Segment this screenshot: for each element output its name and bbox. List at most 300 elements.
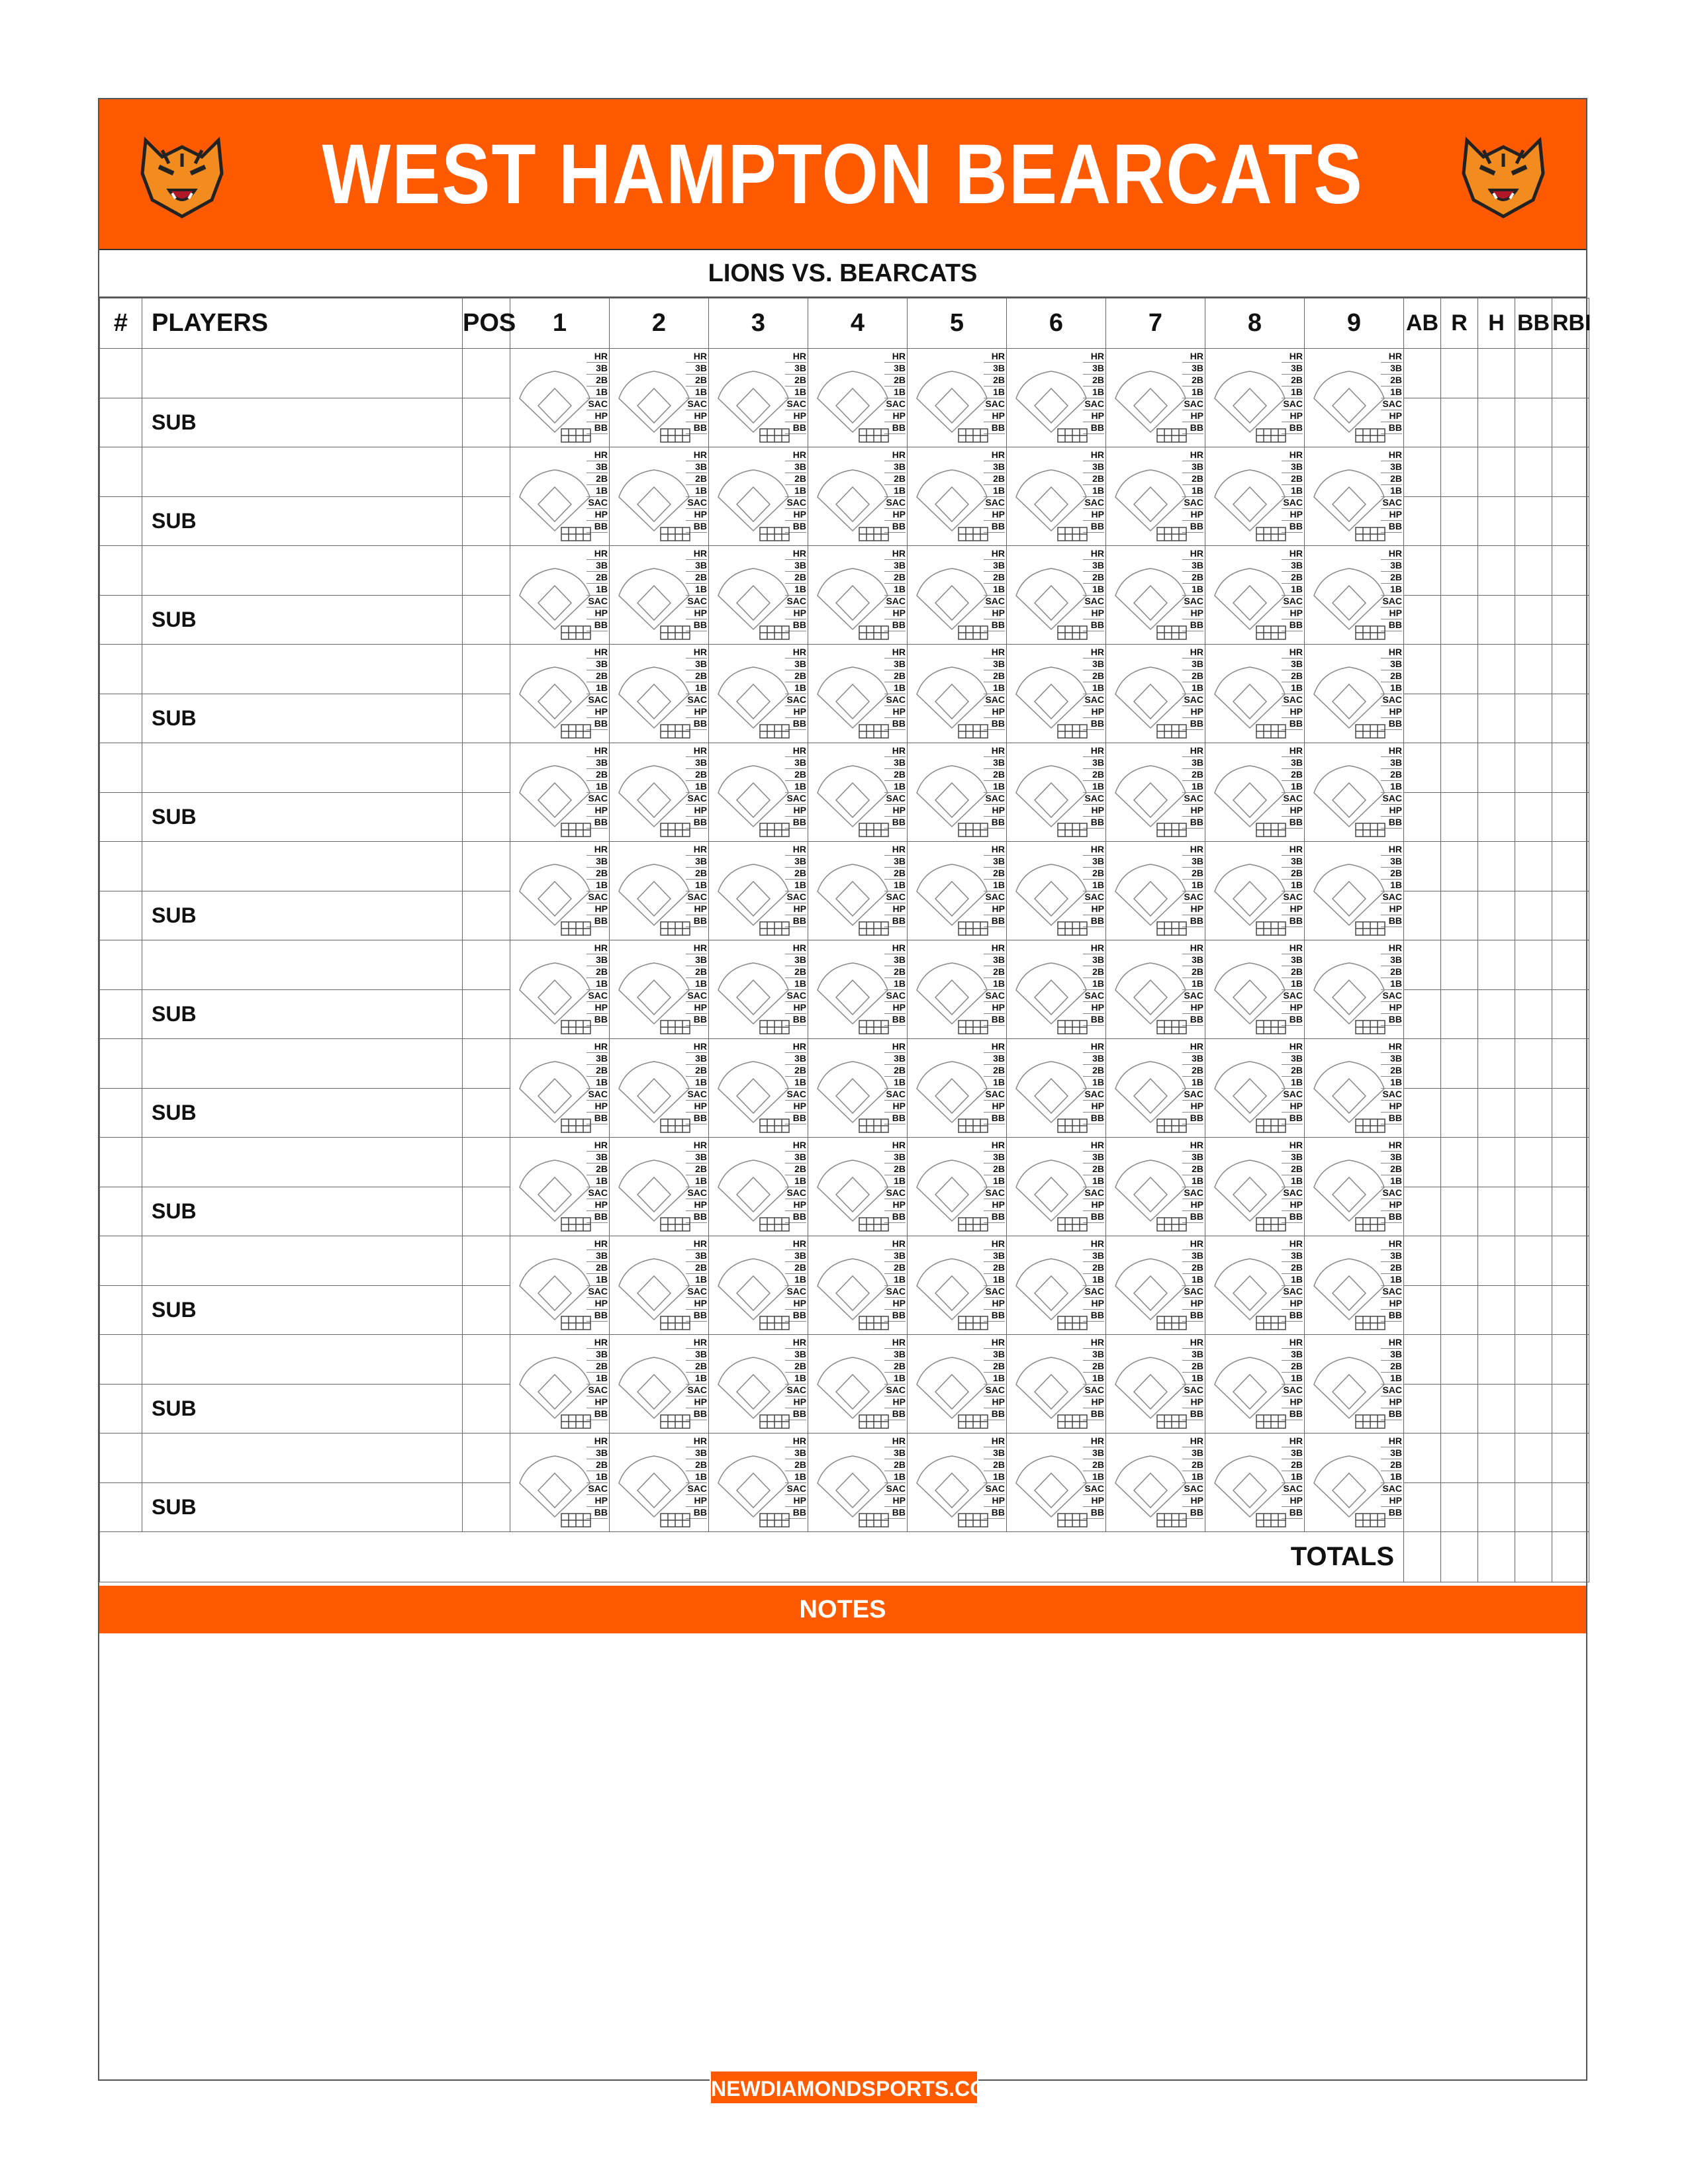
- inning-cell[interactable]: [709, 546, 808, 645]
- at-bat-box[interactable]: [1007, 1138, 1105, 1236]
- inning-cell[interactable]: [1106, 645, 1205, 743]
- inning-cell[interactable]: [1305, 940, 1404, 1039]
- inning-cell[interactable]: [610, 743, 709, 842]
- inning-cell[interactable]: [1305, 1039, 1404, 1138]
- stat-cell[interactable]: [1515, 940, 1552, 990]
- inning-cell[interactable]: [709, 645, 808, 743]
- position-cell[interactable]: [463, 447, 510, 497]
- inning-cell[interactable]: [1106, 1335, 1205, 1433]
- stat-cell[interactable]: [1515, 694, 1552, 743]
- stat-cell[interactable]: [1552, 496, 1589, 546]
- at-bat-box[interactable]: [510, 743, 609, 841]
- sub-label[interactable]: SUB: [142, 1285, 463, 1335]
- sub-number-cell[interactable]: [100, 1384, 142, 1433]
- at-bat-box[interactable]: [709, 1335, 808, 1433]
- inning-cell[interactable]: [1205, 349, 1305, 447]
- inning-cell[interactable]: [808, 1335, 908, 1433]
- inning-cell[interactable]: [1205, 1039, 1305, 1138]
- stat-cell[interactable]: [1552, 1088, 1589, 1138]
- inning-cell[interactable]: [908, 1433, 1007, 1532]
- stat-cell[interactable]: [1404, 989, 1441, 1039]
- stat-cell[interactable]: [1552, 447, 1589, 497]
- at-bat-box[interactable]: [510, 1433, 609, 1531]
- position-cell[interactable]: [463, 1335, 510, 1385]
- sub-number-cell[interactable]: [100, 1187, 142, 1236]
- stat-cell[interactable]: [1404, 1138, 1441, 1187]
- sub-position-cell[interactable]: [463, 496, 510, 546]
- inning-cell[interactable]: [610, 1236, 709, 1335]
- inning-cell[interactable]: [1106, 349, 1205, 447]
- stat-cell[interactable]: [1478, 1433, 1515, 1483]
- stat-cell[interactable]: [1441, 1482, 1478, 1532]
- inning-cell[interactable]: [709, 1236, 808, 1335]
- inning-cell[interactable]: [510, 349, 610, 447]
- player-name-cell[interactable]: [142, 1039, 463, 1089]
- stat-cell[interactable]: [1441, 349, 1478, 398]
- inning-cell[interactable]: [908, 1236, 1007, 1335]
- stat-cell[interactable]: [1552, 989, 1589, 1039]
- at-bat-box[interactable]: [908, 1039, 1006, 1137]
- at-bat-box[interactable]: [610, 842, 708, 940]
- stat-cell[interactable]: [1515, 743, 1552, 793]
- sub-number-cell[interactable]: [100, 496, 142, 546]
- stat-cell[interactable]: [1441, 989, 1478, 1039]
- stat-cell[interactable]: [1441, 743, 1478, 793]
- at-bat-box[interactable]: [1106, 447, 1205, 545]
- at-bat-box[interactable]: [709, 447, 808, 545]
- stat-cell[interactable]: [1441, 645, 1478, 694]
- at-bat-box[interactable]: [1007, 447, 1105, 545]
- at-bat-box[interactable]: [1106, 940, 1205, 1038]
- at-bat-box[interactable]: [908, 1335, 1006, 1433]
- at-bat-box[interactable]: [908, 546, 1006, 644]
- inning-cell[interactable]: [510, 1433, 610, 1532]
- at-bat-box[interactable]: [1007, 1335, 1105, 1433]
- inning-cell[interactable]: [610, 645, 709, 743]
- stat-cell[interactable]: [1515, 398, 1552, 447]
- inning-cell[interactable]: [808, 645, 908, 743]
- stat-cell[interactable]: [1478, 496, 1515, 546]
- sub-position-cell[interactable]: [463, 694, 510, 743]
- at-bat-box[interactable]: [808, 1039, 907, 1137]
- stat-cell[interactable]: [1552, 1335, 1589, 1385]
- inning-cell[interactable]: [1205, 1433, 1305, 1532]
- at-bat-box[interactable]: [1205, 349, 1304, 447]
- at-bat-box[interactable]: [1205, 940, 1304, 1038]
- at-bat-box[interactable]: [1106, 1335, 1205, 1433]
- inning-cell[interactable]: [1205, 645, 1305, 743]
- stat-cell[interactable]: [1478, 743, 1515, 793]
- stat-cell[interactable]: [1441, 1335, 1478, 1385]
- inning-cell[interactable]: [1305, 645, 1404, 743]
- at-bat-box[interactable]: [1205, 1335, 1304, 1433]
- stat-cell[interactable]: [1441, 595, 1478, 645]
- batting-number-cell[interactable]: [100, 842, 142, 891]
- stat-cell[interactable]: [1478, 1138, 1515, 1187]
- position-cell[interactable]: [463, 1236, 510, 1286]
- stat-cell[interactable]: [1552, 1433, 1589, 1483]
- stat-cell[interactable]: [1404, 1039, 1441, 1089]
- stat-cell[interactable]: [1441, 1039, 1478, 1089]
- player-name-cell[interactable]: [142, 546, 463, 596]
- at-bat-box[interactable]: [510, 842, 609, 940]
- player-name-cell[interactable]: [142, 842, 463, 891]
- position-cell[interactable]: [463, 1039, 510, 1089]
- at-bat-box[interactable]: [1305, 743, 1403, 841]
- inning-cell[interactable]: [1305, 349, 1404, 447]
- at-bat-box[interactable]: [808, 546, 907, 644]
- position-cell[interactable]: [463, 546, 510, 596]
- stat-cell[interactable]: [1404, 1088, 1441, 1138]
- sub-position-cell[interactable]: [463, 792, 510, 842]
- at-bat-box[interactable]: [610, 447, 708, 545]
- sub-position-cell[interactable]: [463, 891, 510, 940]
- stat-cell[interactable]: [1404, 1433, 1441, 1483]
- inning-cell[interactable]: [1106, 743, 1205, 842]
- stat-cell[interactable]: [1552, 1285, 1589, 1335]
- inning-cell[interactable]: [808, 1236, 908, 1335]
- at-bat-box[interactable]: [1205, 1236, 1304, 1334]
- at-bat-box[interactable]: [1305, 1335, 1403, 1433]
- at-bat-box[interactable]: [1305, 546, 1403, 644]
- inning-cell[interactable]: [908, 940, 1007, 1039]
- stat-cell[interactable]: [1478, 1187, 1515, 1236]
- player-name-cell[interactable]: [142, 349, 463, 398]
- stat-cell[interactable]: [1515, 1236, 1552, 1286]
- inning-cell[interactable]: [510, 546, 610, 645]
- inning-cell[interactable]: [908, 645, 1007, 743]
- at-bat-box[interactable]: [510, 1138, 609, 1236]
- at-bat-box[interactable]: [1007, 1039, 1105, 1137]
- inning-cell[interactable]: [1205, 546, 1305, 645]
- sub-label[interactable]: SUB: [142, 792, 463, 842]
- at-bat-box[interactable]: [709, 1039, 808, 1137]
- inning-cell[interactable]: [610, 1335, 709, 1433]
- at-bat-box[interactable]: [510, 1335, 609, 1433]
- inning-cell[interactable]: [1007, 1039, 1106, 1138]
- at-bat-box[interactable]: [1305, 447, 1403, 545]
- inning-cell[interactable]: [709, 1335, 808, 1433]
- stat-cell[interactable]: [1404, 842, 1441, 891]
- stat-cell[interactable]: [1478, 1039, 1515, 1089]
- stat-cell[interactable]: [1552, 645, 1589, 694]
- stat-cell[interactable]: [1404, 1384, 1441, 1433]
- inning-cell[interactable]: [1305, 1236, 1404, 1335]
- at-bat-box[interactable]: [808, 1138, 907, 1236]
- inning-cell[interactable]: [808, 1039, 908, 1138]
- inning-cell[interactable]: [610, 842, 709, 940]
- batting-number-cell[interactable]: [100, 349, 142, 398]
- stat-cell[interactable]: [1515, 1088, 1552, 1138]
- at-bat-box[interactable]: [610, 1335, 708, 1433]
- stat-cell[interactable]: [1552, 546, 1589, 596]
- stat-cell[interactable]: [1552, 1384, 1589, 1433]
- stat-cell[interactable]: [1441, 1285, 1478, 1335]
- sub-position-cell[interactable]: [463, 1285, 510, 1335]
- inning-cell[interactable]: [1305, 842, 1404, 940]
- total-stat-cell[interactable]: [1404, 1532, 1441, 1582]
- sub-position-cell[interactable]: [463, 1088, 510, 1138]
- sub-position-cell[interactable]: [463, 989, 510, 1039]
- stat-cell[interactable]: [1515, 1039, 1552, 1089]
- inning-cell[interactable]: [709, 1138, 808, 1236]
- position-cell[interactable]: [463, 349, 510, 398]
- sub-position-cell[interactable]: [463, 1384, 510, 1433]
- inning-cell[interactable]: [709, 940, 808, 1039]
- stat-cell[interactable]: [1478, 1236, 1515, 1286]
- stat-cell[interactable]: [1515, 546, 1552, 596]
- stat-cell[interactable]: [1404, 743, 1441, 793]
- inning-cell[interactable]: [610, 546, 709, 645]
- player-name-cell[interactable]: [142, 645, 463, 694]
- stat-cell[interactable]: [1552, 1138, 1589, 1187]
- inning-cell[interactable]: [808, 546, 908, 645]
- stat-cell[interactable]: [1404, 1236, 1441, 1286]
- stat-cell[interactable]: [1478, 694, 1515, 743]
- inning-cell[interactable]: [1106, 546, 1205, 645]
- stat-cell[interactable]: [1552, 595, 1589, 645]
- stat-cell[interactable]: [1404, 792, 1441, 842]
- stat-cell[interactable]: [1404, 349, 1441, 398]
- stat-cell[interactable]: [1404, 1285, 1441, 1335]
- stat-cell[interactable]: [1515, 792, 1552, 842]
- inning-cell[interactable]: [1007, 842, 1106, 940]
- inning-cell[interactable]: [510, 1138, 610, 1236]
- inning-cell[interactable]: [1007, 349, 1106, 447]
- at-bat-box[interactable]: [808, 743, 907, 841]
- at-bat-box[interactable]: [610, 546, 708, 644]
- batting-number-cell[interactable]: [100, 743, 142, 793]
- sub-position-cell[interactable]: [463, 1187, 510, 1236]
- at-bat-box[interactable]: [709, 940, 808, 1038]
- player-name-cell[interactable]: [142, 743, 463, 793]
- stat-cell[interactable]: [1404, 940, 1441, 990]
- position-cell[interactable]: [463, 1138, 510, 1187]
- at-bat-box[interactable]: [1205, 1039, 1304, 1137]
- at-bat-box[interactable]: [610, 1236, 708, 1334]
- stat-cell[interactable]: [1478, 1285, 1515, 1335]
- position-cell[interactable]: [463, 842, 510, 891]
- inning-cell[interactable]: [908, 546, 1007, 645]
- at-bat-box[interactable]: [709, 743, 808, 841]
- sub-position-cell[interactable]: [463, 1482, 510, 1532]
- inning-cell[interactable]: [1305, 546, 1404, 645]
- at-bat-box[interactable]: [1305, 1236, 1403, 1334]
- inning-cell[interactable]: [808, 349, 908, 447]
- batting-number-cell[interactable]: [100, 1039, 142, 1089]
- inning-cell[interactable]: [1007, 1335, 1106, 1433]
- sub-label[interactable]: SUB: [142, 398, 463, 447]
- sub-number-cell[interactable]: [100, 1482, 142, 1532]
- stat-cell[interactable]: [1441, 1236, 1478, 1286]
- sub-position-cell[interactable]: [463, 398, 510, 447]
- inning-cell[interactable]: [510, 842, 610, 940]
- stat-cell[interactable]: [1441, 1138, 1478, 1187]
- at-bat-box[interactable]: [1007, 842, 1105, 940]
- inning-cell[interactable]: [1106, 1236, 1205, 1335]
- stat-cell[interactable]: [1515, 447, 1552, 497]
- at-bat-box[interactable]: [1305, 1039, 1403, 1137]
- sub-number-cell[interactable]: [100, 891, 142, 940]
- at-bat-box[interactable]: [1106, 1039, 1205, 1137]
- inning-cell[interactable]: [709, 1039, 808, 1138]
- stat-cell[interactable]: [1478, 645, 1515, 694]
- player-name-cell[interactable]: [142, 1433, 463, 1483]
- total-stat-cell[interactable]: [1441, 1532, 1478, 1582]
- at-bat-box[interactable]: [1106, 743, 1205, 841]
- inning-cell[interactable]: [610, 940, 709, 1039]
- at-bat-box[interactable]: [1106, 546, 1205, 644]
- at-bat-box[interactable]: [808, 1335, 907, 1433]
- stat-cell[interactable]: [1441, 496, 1478, 546]
- player-name-cell[interactable]: [142, 1335, 463, 1385]
- inning-cell[interactable]: [908, 842, 1007, 940]
- inning-cell[interactable]: [610, 1433, 709, 1532]
- at-bat-box[interactable]: [1205, 447, 1304, 545]
- inning-cell[interactable]: [908, 447, 1007, 546]
- sub-number-cell[interactable]: [100, 1088, 142, 1138]
- sub-label[interactable]: SUB: [142, 694, 463, 743]
- inning-cell[interactable]: [709, 1433, 808, 1532]
- total-stat-cell[interactable]: [1478, 1532, 1515, 1582]
- at-bat-box[interactable]: [808, 447, 907, 545]
- stat-cell[interactable]: [1478, 1088, 1515, 1138]
- stat-cell[interactable]: [1404, 546, 1441, 596]
- inning-cell[interactable]: [1007, 743, 1106, 842]
- batting-number-cell[interactable]: [100, 1335, 142, 1385]
- stat-cell[interactable]: [1404, 447, 1441, 497]
- stat-cell[interactable]: [1478, 1335, 1515, 1385]
- inning-cell[interactable]: [510, 743, 610, 842]
- inning-cell[interactable]: [1305, 447, 1404, 546]
- at-bat-box[interactable]: [908, 1433, 1006, 1531]
- stat-cell[interactable]: [1441, 1088, 1478, 1138]
- at-bat-box[interactable]: [709, 1138, 808, 1236]
- stat-cell[interactable]: [1441, 1433, 1478, 1483]
- sub-label[interactable]: SUB: [142, 496, 463, 546]
- at-bat-box[interactable]: [1305, 645, 1403, 743]
- inning-cell[interactable]: [1106, 447, 1205, 546]
- stat-cell[interactable]: [1404, 1482, 1441, 1532]
- inning-cell[interactable]: [510, 1236, 610, 1335]
- inning-cell[interactable]: [808, 447, 908, 546]
- at-bat-box[interactable]: [1106, 842, 1205, 940]
- position-cell[interactable]: [463, 645, 510, 694]
- player-name-cell[interactable]: [142, 1138, 463, 1187]
- stat-cell[interactable]: [1478, 989, 1515, 1039]
- at-bat-box[interactable]: [510, 1039, 609, 1137]
- stat-cell[interactable]: [1441, 792, 1478, 842]
- stat-cell[interactable]: [1552, 349, 1589, 398]
- at-bat-box[interactable]: [908, 1138, 1006, 1236]
- player-name-cell[interactable]: [142, 940, 463, 990]
- total-stat-cell[interactable]: [1552, 1532, 1589, 1582]
- inning-cell[interactable]: [1205, 447, 1305, 546]
- at-bat-box[interactable]: [1007, 546, 1105, 644]
- at-bat-box[interactable]: [808, 349, 907, 447]
- inning-cell[interactable]: [610, 349, 709, 447]
- at-bat-box[interactable]: [1007, 1433, 1105, 1531]
- sub-label[interactable]: SUB: [142, 1482, 463, 1532]
- inning-cell[interactable]: [709, 349, 808, 447]
- stat-cell[interactable]: [1404, 891, 1441, 940]
- at-bat-box[interactable]: [1106, 1138, 1205, 1236]
- at-bat-box[interactable]: [908, 349, 1006, 447]
- stat-cell[interactable]: [1478, 447, 1515, 497]
- at-bat-box[interactable]: [1305, 842, 1403, 940]
- inning-cell[interactable]: [1205, 842, 1305, 940]
- stat-cell[interactable]: [1552, 940, 1589, 990]
- stat-cell[interactable]: [1515, 1335, 1552, 1385]
- stat-cell[interactable]: [1404, 595, 1441, 645]
- sub-position-cell[interactable]: [463, 595, 510, 645]
- at-bat-box[interactable]: [610, 1433, 708, 1531]
- inning-cell[interactable]: [808, 940, 908, 1039]
- sub-number-cell[interactable]: [100, 1285, 142, 1335]
- at-bat-box[interactable]: [510, 940, 609, 1038]
- stat-cell[interactable]: [1478, 842, 1515, 891]
- stat-cell[interactable]: [1515, 1433, 1552, 1483]
- inning-cell[interactable]: [1305, 743, 1404, 842]
- inning-cell[interactable]: [1305, 1335, 1404, 1433]
- inning-cell[interactable]: [908, 1138, 1007, 1236]
- at-bat-box[interactable]: [709, 842, 808, 940]
- at-bat-box[interactable]: [1305, 349, 1403, 447]
- sub-number-cell[interactable]: [100, 398, 142, 447]
- at-bat-box[interactable]: [1007, 645, 1105, 743]
- sub-label[interactable]: SUB: [142, 891, 463, 940]
- at-bat-box[interactable]: [709, 1236, 808, 1334]
- stat-cell[interactable]: [1441, 398, 1478, 447]
- stat-cell[interactable]: [1441, 891, 1478, 940]
- sub-label[interactable]: SUB: [142, 989, 463, 1039]
- inning-cell[interactable]: [610, 1138, 709, 1236]
- inning-cell[interactable]: [1305, 1138, 1404, 1236]
- stat-cell[interactable]: [1515, 595, 1552, 645]
- at-bat-box[interactable]: [1007, 349, 1105, 447]
- stat-cell[interactable]: [1441, 447, 1478, 497]
- inning-cell[interactable]: [1205, 940, 1305, 1039]
- inning-cell[interactable]: [1205, 1138, 1305, 1236]
- at-bat-box[interactable]: [808, 1236, 907, 1334]
- stat-cell[interactable]: [1441, 694, 1478, 743]
- inning-cell[interactable]: [1007, 940, 1106, 1039]
- at-bat-box[interactable]: [908, 1236, 1006, 1334]
- at-bat-box[interactable]: [1305, 940, 1403, 1038]
- at-bat-box[interactable]: [1007, 743, 1105, 841]
- inning-cell[interactable]: [510, 447, 610, 546]
- stat-cell[interactable]: [1478, 940, 1515, 990]
- stat-cell[interactable]: [1404, 1187, 1441, 1236]
- at-bat-box[interactable]: [610, 645, 708, 743]
- stat-cell[interactable]: [1515, 891, 1552, 940]
- inning-cell[interactable]: [1305, 1433, 1404, 1532]
- at-bat-box[interactable]: [1106, 349, 1205, 447]
- sub-label[interactable]: SUB: [142, 595, 463, 645]
- at-bat-box[interactable]: [510, 349, 609, 447]
- inning-cell[interactable]: [709, 842, 808, 940]
- at-bat-box[interactable]: [610, 1039, 708, 1137]
- at-bat-box[interactable]: [1205, 842, 1304, 940]
- inning-cell[interactable]: [1205, 1335, 1305, 1433]
- sub-number-cell[interactable]: [100, 595, 142, 645]
- at-bat-box[interactable]: [908, 447, 1006, 545]
- inning-cell[interactable]: [709, 743, 808, 842]
- stat-cell[interactable]: [1478, 546, 1515, 596]
- stat-cell[interactable]: [1515, 842, 1552, 891]
- batting-number-cell[interactable]: [100, 1236, 142, 1286]
- at-bat-box[interactable]: [1205, 645, 1304, 743]
